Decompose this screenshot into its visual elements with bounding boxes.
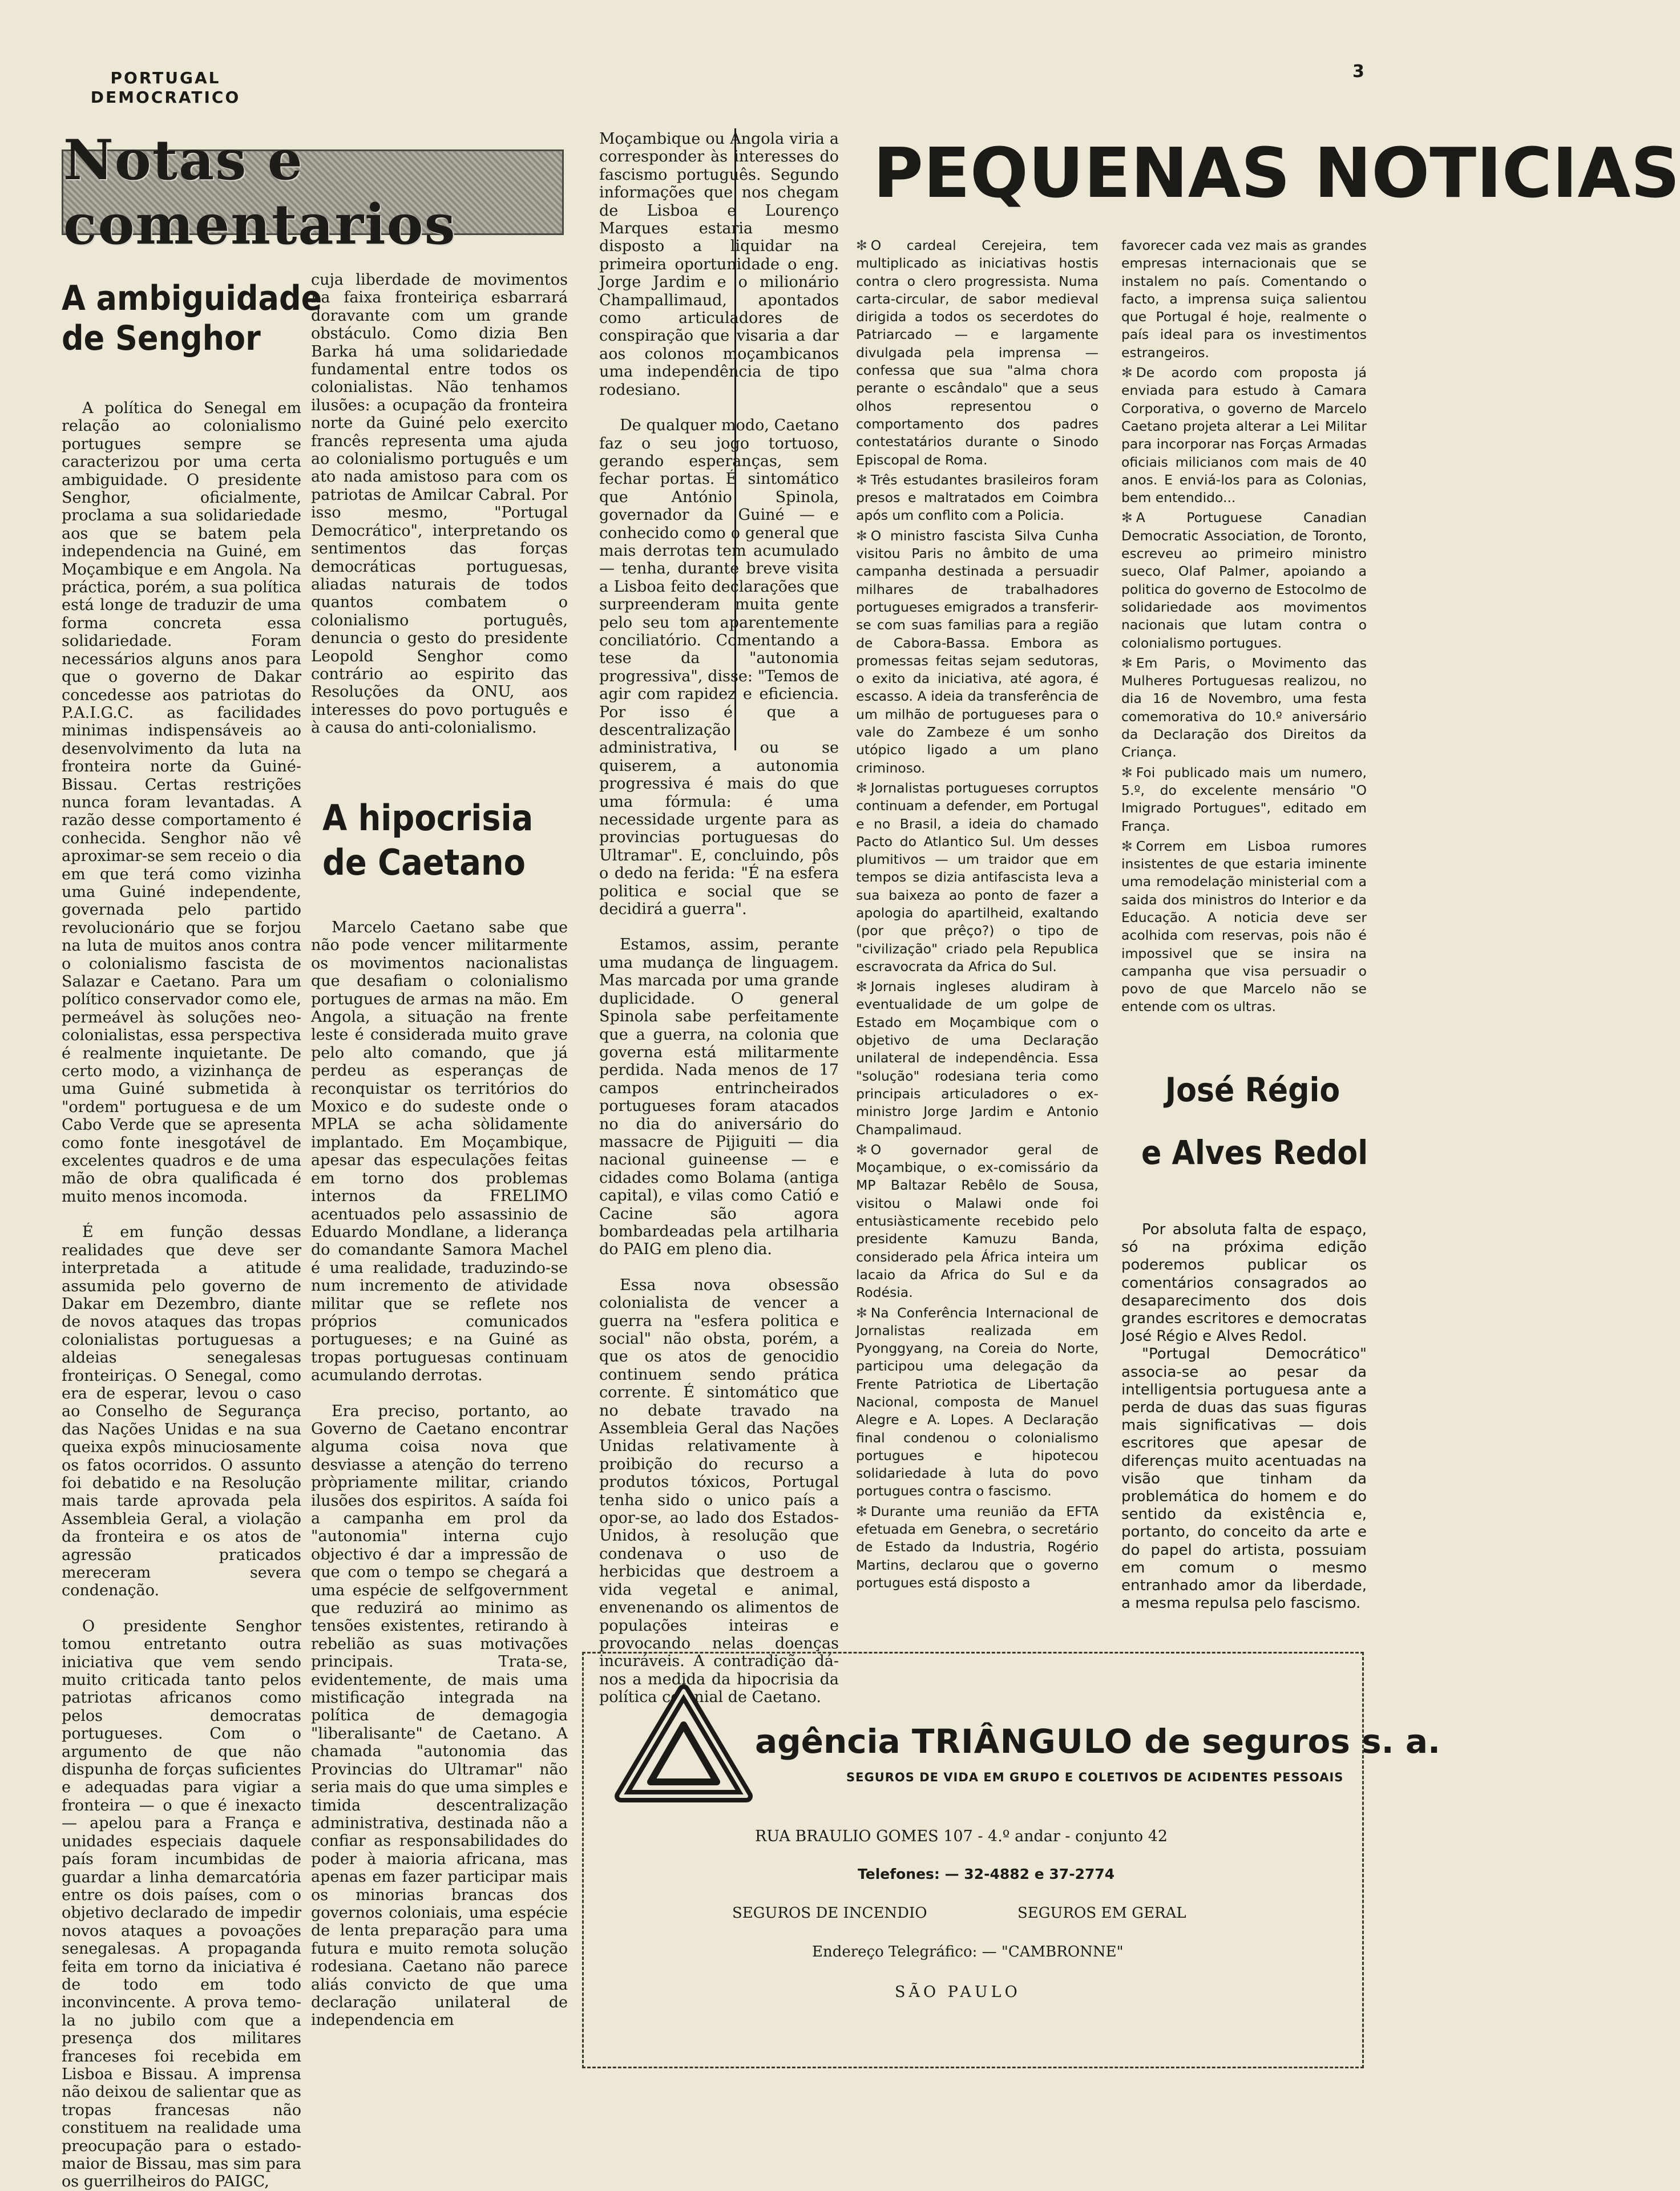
section-banner <box>62 128 564 257</box>
headline-regio <box>1141 1058 1368 1184</box>
bullet-star-icon: ✻ <box>1121 764 1133 781</box>
headline-regio-line-1: José Régio <box>1165 1070 1340 1109</box>
headline-caetano-line-2: de Caetano <box>322 842 526 883</box>
news-item: ✻ Foi publicado mais um numero, 5.º, do excelente mensário "O Imigrado Portugues", editado em França. <box>1121 764 1367 834</box>
bullet-star-icon: ✻ <box>1121 365 1133 381</box>
ad-telegraph: Endereço Telegráfico: — "CAMBRONNE" <box>812 1943 1124 1960</box>
headline-regio-line-2: e Alves Redol <box>1141 1133 1368 1172</box>
ad-city: SÃO PAULO <box>895 1983 1021 2001</box>
ad-service-general: SEGUROS EM GERAL <box>1017 1905 1186 1922</box>
triangle-logo-icon <box>615 1685 752 1805</box>
news-item: ✻ O cardeal Cerejeira, tem multiplicado as iniciativas hostis contra o clero progressista. Numa carta-circular, de sabor medieval dirigida a todos os secerdotes do Patriarcado — e largamente divulgada pela imprensa — confessa que sua "alma chora perante o escândalo" que a seus olhos representou o comportamento dos padres contestatários durante o Sinodo Episcopal de Roma. <box>856 237 1099 468</box>
bullet-star-icon: ✻ <box>856 1503 867 1519</box>
news-item: ✻ Correm em Lisboa rumores insistentes de que estaria iminente uma remodelação ministerial com a saida dos ministros do Interior e da Educação. A noticia deve ser acolhida com reservas, pois não é impossivel que se insira na campanha que visa persuadir o povo de que Marcelo não se entende com os ultras. <box>1121 838 1367 1015</box>
article-paragraph: cuja liberdade de movimentos na faixa fronteiriça esbarrará doravante com um grande obstáculo. Como dizia Ben Barka há uma solidariedade fundamental entre todos os colonialistas. Não tenhamos ilusões: a ocupação da fronteira norte da Guiné pelo exercito francês representa uma ajuda ao colonialismo português e um ato nada amistoso para com os patriotas de Amilcar Cabral. Por isso mesmo, "Portugal Democrático", interpretando os sentimentos das forças democráticas portuguesas, aliadas naturais de todos quantos combatem o colonialismo português, denuncia o gesto do presidente Leopold Senghor como contrário ao espirito das Resoluções da ONU, aos interesses do povo português e à causa do anti-colonialismo. <box>311 271 568 737</box>
news-item: ✻ De acordo com proposta já enviada para estudo à Camara Corporativa, o governo de Marcelo Caetano projeta alterar a Lei Militar para incorporar nas Forças Armadas oficiais milicianos com mais de 40 anos. E enviá-los para as Colonias, bem entendido... <box>1121 365 1367 506</box>
ad-address: RUA BRAULIO GOMES 107 - 4.º andar - conjunto 42 <box>755 1828 1168 1845</box>
article-paragraph: Marcelo Caetano sabe que não pode vencer militarmente os movimentos nacionalistas que desafiam o colonialismo portugues de armas na mão. Em Angola, a situação na frente leste é considerada muito grave pelo alto comando, que já perdeu as esperanças de reconquistar os territórios do Moxico e do sudeste onde o MPLA se acha sòlidamente implantado. Em Moçambique, apesar das especulações feitas em torno dos problemas internos da FRELIMO acentuados pelo assassinio de Eduardo Mondlane, a liderança do comandante Samora Machel é uma realidade, traduzindo-se num incremento de atividade militar que se reflete nos próprios comunicados portugueses; e na Guiné as tropas portuguesas continuam acumulando derrotas. <box>311 919 568 1385</box>
bullet-star-icon: ✻ <box>856 979 867 995</box>
news-item: ✻ Jornalistas portugueses corruptos continuam a defender, em Portugal e no Brasil, a ideia do chamado Pacto do Atlantico Sul. Um desses plumitivos — um traidor que em tempos se dizia antifascista leva a sua baixeza ao ponto de fazer a apologia do apartilheid, exaltando (por que prêço?) o tipo de "civilização" criado pela Republica escravocrata da Africa do Sul. <box>856 779 1099 975</box>
article-regio <box>1121 1221 1367 1620</box>
ad-brand-prefix: agência <box>755 1722 900 1761</box>
news-item: ✻ Jornais ingleses aludiram à eventualidade de um golpe de Estado em Moçambique com o objetivo de uma Declaração unilateral de independência. Essa "solução" rodesiana teria como principais articuladores o ex-ministro Jorge Jardim e Antonio Champalimaud. <box>856 979 1099 1138</box>
bullet-star-icon: ✻ <box>856 471 867 488</box>
news-item: favorecer cada vez mais as grandes empresas internacionais que se instalem no país. Comentando o facto, a imprensa suiça salientou que Portugal é hoje, realmente o país ideal para os investimentos estrangeiros. <box>1121 237 1367 361</box>
bullet-star-icon: ✻ <box>856 237 867 253</box>
headline-caetano <box>322 796 533 885</box>
ad-brand <box>755 1722 1440 1761</box>
bullet-star-icon: ✻ <box>1121 654 1133 671</box>
article-caetano <box>311 919 568 2105</box>
bullet-star-icon: ✻ <box>856 527 867 544</box>
ad-subtitle: SEGUROS DE VIDA EM GRUPO E COLETIVOS DE ACIDENTES PESSOAIS <box>846 1770 1344 1784</box>
article-paragraph: Estamos, assim, perante uma mudança de linguagem. Mas marcada por uma grande duplicidade. O general Spinola sabe perfeitamente que a guerra, na colonia que governa está militarmente perdida. Nada menos de 17 campos entrincheirados portugueses foram atacados no dia do aniversário do massacre de Pijiguiti — dia nacional guineense — e cidades como Bolama (antiga capital), e vilas como Catió e Cacine são agora bombardeadas pela artilharia do PAIG em pleno dia. <box>599 936 839 1259</box>
advertisement-triangulo <box>582 1652 1441 2068</box>
news-column-2 <box>1121 237 1367 1018</box>
page-number: 3 <box>1352 62 1364 82</box>
article-paragraph: A política do Senegal em relação ao colonialismo portugues sempre se caracterizou por uma certa ambiguidade. O presidente Senghor, oficialmente, proclama a sua solidariedade aos que se batem pela independencia na Guiné, em Moçambique e em Angola. Na práctica, porém, a sua política está longe de traduzir de uma forma concreta essa solidariedade. Foram necessários alguns anos para que o governo de Dakar concedesse aos patriotas do P.A.I.G.C. as facilidades minimas indispensáveis ao desenvolvimento da luta na fronteira norte da Guiné-Bissau. Certas restrições nunca foram levantadas. A razão desse comportamento é conhecida. Senghor não vê aproximar-se sem receio o dia em que terá como vizinha uma Guiné independente, governada pelo partido revolucionário que se forjou na luta de muitos anos contra o colonialismo fascista de Salazar e Caetano. Para um político conservador como ele, permeável às soluções neo-colonialistas, essa perspectiva é realmente inquietante. De certo modo, a vizinhança de uma Guiné submetida à "ordem" portuguesa e de um Cabo Verde que se apresenta como fonte inesgotável de excelentes quadros e de uma mão de obra qualificada é muito menos incomoda. <box>62 399 301 1206</box>
news-item: ✻ O governador geral de Moçambique, o ex-comissário da MP Baltazar Rebêlo de Sousa, visitou o Malawi onde foi entusiàsticamente recebido pelo presidente Kamuzu Banda, considerado pela África inteira um lacaio da Africa do Sul e da Rodésia. <box>856 1141 1099 1301</box>
news-column-1 <box>856 237 1099 1606</box>
ad-brand-name: TRIÂNGULO <box>911 1722 1133 1761</box>
article-paragraph: Moçambique ou Angola viria a corresponder às interesses do fascismo português. Segundo informações que nos chegam de Lisboa e Lourenço Marques estaria mesmo disposto a liquidar na primeira oportunidade o eng. Jorge Jardim e o milionário Champallimaud, apontados como articuladores de conspiração que visaria a dar aos colonos moçambicanos uma independência de tipo rodesiano. <box>599 130 839 399</box>
headline-caetano-line-1: A hipocrisia <box>322 797 534 839</box>
news-item: ✻ A Portuguese Canadian Democratic Association, de Toronto, escreveu ao primeiro ministro sueco, Olaf Palmer, apoiando a politica do governo de Estocolmo de solidariedade aos movimentos nacionais que lutam contra o colonialismo portugues. <box>1121 510 1367 651</box>
article-paragraph: "Portugal Democrático" associa-se ao pesar da intelligentsia portuguesa ante a perda de duas das suas figuras mais significativas — dois escritores que apesar de diferenças muito acentuadas na visão que tinham da problemática do homem e do sentido da existência e, portanto, do conceito da arte e do papel do artista, possuiam em comum o mesmo entranhado amor da liberdade, a mesma repulsa pelo fascismo. <box>1121 1345 1367 1612</box>
headline-senghor <box>62 278 322 358</box>
news-item: ✻ Na Conferência Internacional de Jornalistas realizada em Pyonggyang, na Coreia do Norte, participou uma delegação da Frente Patriotica de Libertação Nacional, composta de Manuel Alegre e A. Lopes. A Declaração final condenou o colonialismo portugues e hipotecou solidariedade à luta do povo portugues contra o fascismo. <box>856 1304 1099 1499</box>
news-item: ✻ O ministro fascista Silva Cunha visitou Paris no âmbito de uma campanha destinada a persuadir milhares de trabalhadores portugueses emigrados a transferir-se com suas familias para a região de Cabora-Bassa. Embora as promessas feitas sejam sedutoras, o exito da iniciativa, até agora, é escasso. A ideia da transferência de um milhão de portugueses para o vale do Zambeze é um sonho utópico ligado a um plano criminoso. <box>856 527 1099 776</box>
article-senghor <box>62 399 301 2191</box>
bullet-star-icon: ✻ <box>856 779 867 796</box>
masthead-line-1: PORTUGAL <box>110 68 221 87</box>
bullet-star-icon: ✻ <box>1121 510 1133 526</box>
news-item: ✻ Em Paris, o Movimento das Mulheres Portuguesas realizou, no dia 16 de Novembro, uma festa comemorativa do 10.º aniversário da Declaração dos Direitos da Criança. <box>1121 654 1367 761</box>
bullet-star-icon: ✻ <box>1121 838 1133 854</box>
masthead-line-2: DEMOCRATICO <box>90 88 241 107</box>
headline-senghor-line-1: A ambiguidade <box>62 278 322 318</box>
pequenas-noticias-title: PEQUENAS NOTICIAS <box>873 134 1680 213</box>
article-paragraph: Essa nova obsessão colonialista de vencer a guerra na "esfera politica e social" não obsta, porém, a que os atos de genocidio continuem sendo prática corrente. É sintomático que no debate travado na Assembleia Geral das Nações Unidas relativamente à proibição do recurso a produtos tóxicos, Portugal tenha sido o unico país a opor-se, ao lado dos Estados-Unidos, à resolução que condenava o uso de herbicidas que destroem a vida vegetal e animal, envenenando os alimentos de populações inteiras e provocando nelas doenças incuráveis. A contradição dá-nos a medida da hipocrisia da política colonial de Caetano. <box>599 1276 839 1707</box>
section-banner-text: Notas e comentarios <box>63 128 457 257</box>
bullet-star-icon: ✻ <box>856 1141 867 1158</box>
article-paragraph: O presidente Senghor tomou entretanto outra iniciativa que vem sendo muito criticada tanto pelos patriotas africanos como pelos democratas portugueses. Com o argumento de que não dispunha de forças suficientes e adequadas para vigiar a fronteira — o que é inexacto — apelou para a França e unidades especiais daquele país foram incumbidas de guardar a linha demarcatória entre os dois países, com o objetivo declarado de impedir novos ataques a povoações senegalesas. A propaganda feita em torno da iniciativa é de todo em todo inconvincente. A prova temo-la no jubilo com que a presença dos militares franceses foi recebida em Lisboa e Bissau. A imprensa não deixou de salientar que as tropas francesas não constituem na realidade uma preocupação para o estado-maior de Bissau, mas sim para os guerrilheiros do PAIGC, <box>62 1617 301 2191</box>
headline-senghor-line-2: de Senghor <box>62 318 261 358</box>
ad-service-fire: SEGUROS DE INCENDIO <box>732 1905 927 1922</box>
ad-brand-suffix: de seguros s. a. <box>1144 1722 1441 1761</box>
article-paragraph: De qualquer modo, Caetano faz o seu jogo tortuoso, gerando esperanças, sem fechar portas. É sintomático que António Spinola, governador da Guiné — e conhecido como o general que mais derrotas tem acumulado — tenha, durante breve visita a Lisboa feito declarações que surpreenderam muita gente pelo seu tom aparentemente conciliatório. Comentando a tese da "autonomia progressiva", disse: "Temos de agir com rapidez e eficiencia. Por isso é que a descentralização administrativa, ou se quiserem, a autonomia progressiva é mais do que uma fórmula: é uma necessidade urgente para as provincias portuguesas do Ultramar". E, concluindo, pôs o dedo na ferida: "É na esfera politica e social que se decidirá a guerra". <box>599 417 839 919</box>
news-item: ✻ Três estudantes brasileiros foram presos e maltratados em Coimbra após um conflito com a Policia. <box>856 471 1099 524</box>
masthead <box>63 68 268 107</box>
ad-phones: Telefones: — 32-4882 e 37-2774 <box>858 1866 1115 1882</box>
article-paragraph: Era preciso, portanto, ao Governo de Caetano encontrar alguma coisa nova que desviasse a atenção do terreno pròpriamente militar, criando ilusões dos espiritos. A saída foi a campanha em prol da "autonomia" interna cujo objectivo é dar a impressão de que com o tempo se chegará a uma espécie de selfgovernment que reduzirá ao minimo as tensões existentes, retirando à rebelião as suas motivações principais. Trata-se, evidentemente, de mais uma mistificação integrada na política de demagogia "liberalisante" de Caetano. A chamada "autonomia das Provincias do Ultramar" não seria mais do que uma simples e timida descentralização administrativa, destinada não a confiar as responsabilidades do poder à maioria africana, mas apenas em fazer participar mais os minorias brancas dos governos coloniais, uma espécie de lenta preparação para uma futura e muito remota solução rodesiana. Caetano não parece aliás convicto de que uma declaração unilateral de independencia em <box>311 1402 568 2030</box>
article-paragraph: Por absoluta falta de espaço, só na próxima edição poderemos publicar os comentários consagrados ao desaparecimento dos dois grandes escritores e democratas José Régio e Alves Redol. <box>1121 1221 1367 1345</box>
article-caetano-continuation <box>599 130 839 1707</box>
news-item: ✻ Durante uma reunião da EFTA efetuada em Genebra, o secretário de Estado da Industria, Rogério Martins, declarou que o governo portugues está disposto a <box>856 1503 1099 1591</box>
article-paragraph: É em função dessas realidades que deve ser interpretada a atitude assumida pelo governo de Dakar em Dezembro, diante de novos ataques das tropas colonialistas portuguesas a aldeias senegalesas fronteiriças. O Senegal, como era de esperar, levou o caso ao Conselho de Segurança das Nações Unidas e na sua queixa expôs minuciosamente os fatos ocorridos. O assunto foi debatido e na Resolução mais tarde aprovada pela Assembleia Geral, a violação da fronteira e os atos de agressão praticados mereceram severa condenação. <box>62 1223 301 1600</box>
article-senghor-continuation <box>311 271 568 753</box>
bullet-star-icon: ✻ <box>856 1304 867 1321</box>
